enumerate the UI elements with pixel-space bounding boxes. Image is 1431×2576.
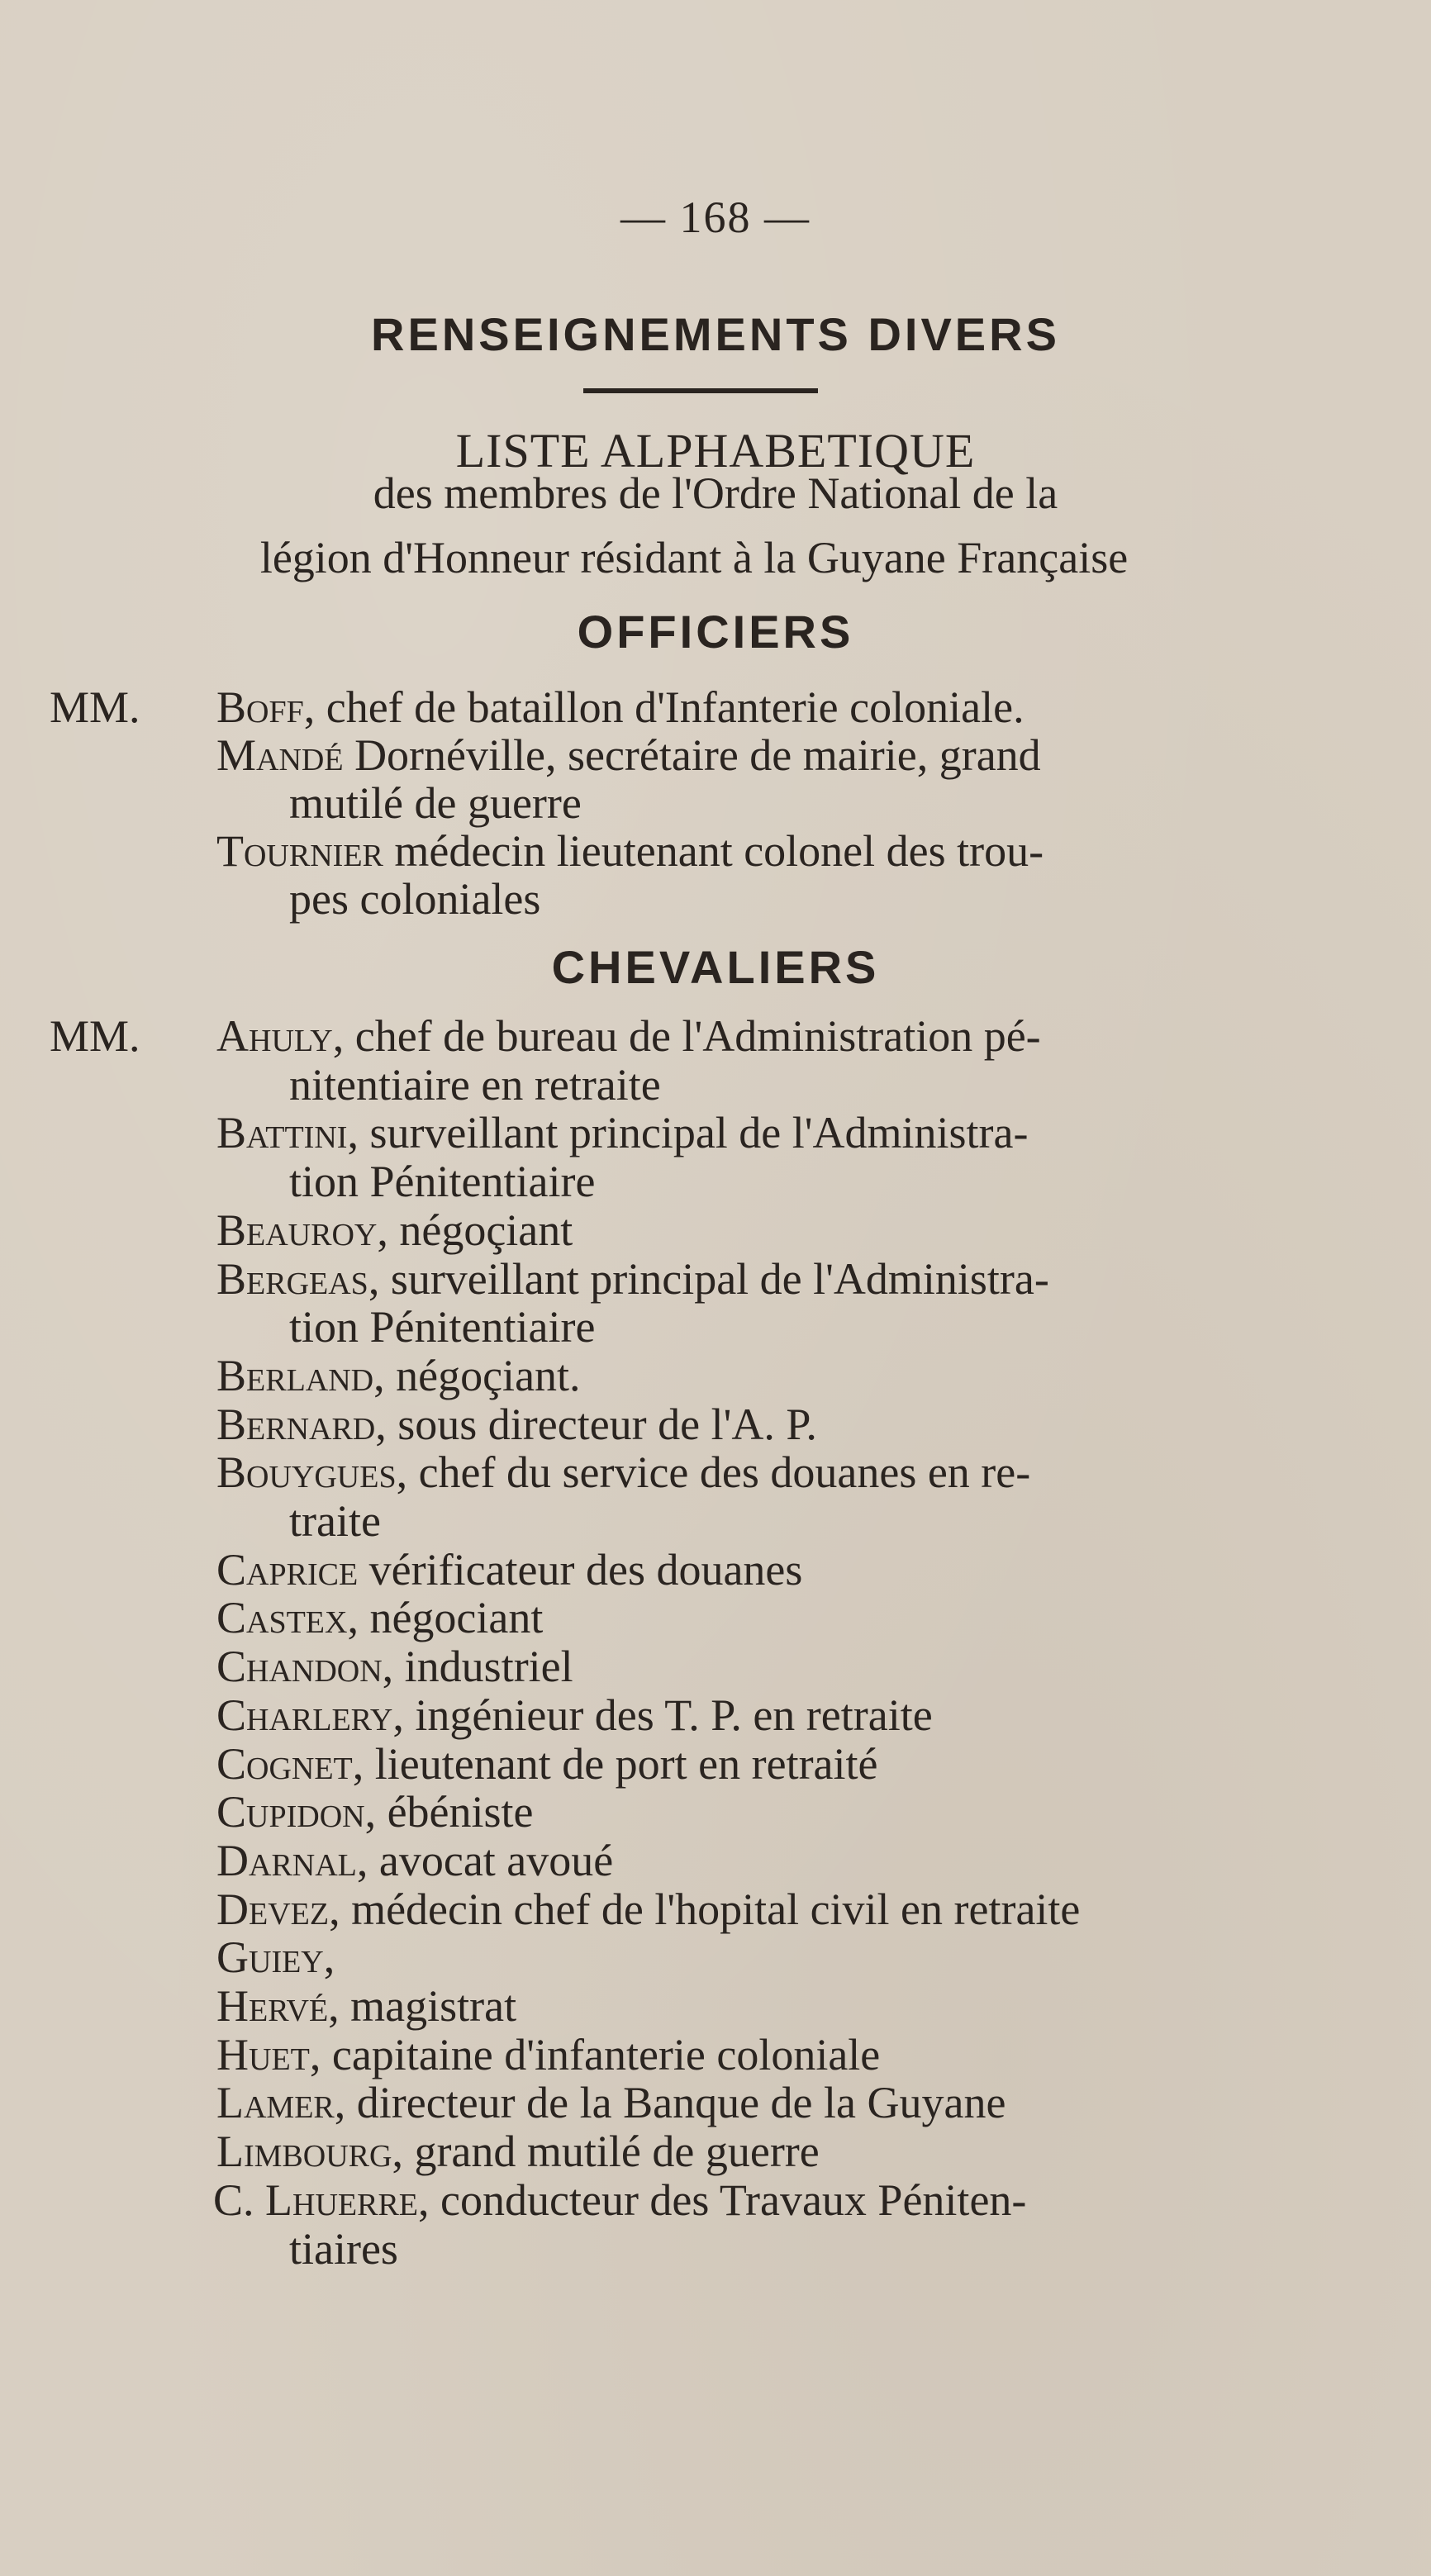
chevaliers-prefix: MM. — [50, 1011, 140, 1061]
list-item — [216, 1545, 802, 1595]
entry-description: , ingénieur des T. P. en retraite — [392, 1690, 933, 1740]
entry-continuation: traite — [289, 1496, 381, 1546]
list-item — [216, 1690, 933, 1740]
list-item — [213, 2175, 1026, 2225]
entry-name: Darnal — [216, 1835, 357, 1885]
list-item — [216, 730, 1041, 780]
entry-description: , négociant — [347, 1593, 544, 1643]
list-item — [216, 2030, 880, 2079]
list-item — [216, 1932, 335, 1982]
officiers-prefix: MM. — [50, 682, 140, 732]
list-item — [216, 1884, 1080, 1934]
officiers-heading: OFFICIERS — [577, 606, 854, 658]
entry-description: , négoçiant. — [373, 1350, 581, 1400]
entry-continuation: pes coloniales — [289, 874, 541, 924]
entry-description: , grand mutilé de guerre — [392, 2127, 820, 2177]
entry-description: , capitaine d'infanterie coloniale — [309, 2029, 881, 2079]
entry-name: Charlery — [216, 1690, 393, 1740]
entry-name: Huet — [216, 2029, 310, 2079]
entry-continuation: nitentiaire en retraite — [289, 1059, 661, 1110]
entry-description: vérificateur des douanes — [358, 1544, 803, 1595]
entry-name: Limbourg — [216, 2127, 392, 2177]
entry-name: Lamer — [216, 2078, 335, 2128]
entry-name: Bernard — [216, 1399, 376, 1449]
entry-name: Castex — [216, 1593, 348, 1643]
entry-description: , magistrat — [328, 1981, 517, 2031]
list-item — [216, 2127, 820, 2176]
entry-continuation: tion Pénitentiaire — [289, 1157, 596, 1207]
entry-description: , négoçiant — [377, 1205, 573, 1255]
entry-name: Berland — [216, 1350, 374, 1400]
entry-name: Tournier — [216, 826, 383, 876]
entry-name: Hervé — [216, 1981, 329, 2031]
subtitle-line-2: légion d'Honneur résidant à la Guyane Française — [259, 533, 1129, 582]
entry-name: Lhuerre — [265, 2174, 419, 2225]
entry-description: , avocat avoué — [356, 1835, 614, 1885]
entry-continuation: tiaires — [289, 2223, 398, 2274]
entry-name: Guiey — [216, 1932, 324, 1983]
entry-description: , sous directeur de l'A. P. — [375, 1399, 817, 1449]
page-number: — 168 — — [620, 192, 811, 242]
entry-name: Ahuly — [216, 1011, 333, 1061]
entry-name: Cognet — [216, 1738, 353, 1789]
list-item — [216, 826, 1044, 876]
entry-name: Beauroy — [216, 1205, 378, 1255]
list-item — [216, 1254, 1049, 1304]
entry-name: Mandé — [216, 730, 344, 780]
list-item — [216, 1205, 573, 1255]
list-item — [216, 682, 1025, 732]
entry-description: , surveillant principal de l'Administra- — [368, 1253, 1049, 1304]
entry-description: , directeur de la Banque de la Guyane — [334, 2078, 1006, 2128]
entry-name: Chandon — [216, 1642, 383, 1692]
entry-name: Bergeas — [216, 1253, 368, 1304]
entry-description: , conducteur des Travaux Péniten- — [418, 2174, 1027, 2225]
list-item — [216, 1108, 1028, 1157]
list-title: LISTE ALPHABETIQUE — [455, 424, 976, 478]
entry-description: , ébéniste — [364, 1787, 534, 1837]
entry-description: , médecin chef de l'hopital civil en retraite — [329, 1884, 1081, 1934]
list-item — [216, 2078, 1006, 2127]
list-item — [216, 1642, 573, 1691]
entry-description: , — [323, 1932, 335, 1983]
list-item — [216, 1836, 613, 1885]
divider-rule — [583, 388, 818, 393]
entry-description: Dornéville, secrétaire de mairie, grand — [343, 730, 1041, 780]
chevaliers-heading: CHEVALIERS — [551, 941, 880, 993]
list-item — [216, 1981, 516, 2031]
entry-name: Bouygues — [216, 1447, 397, 1498]
section-title: RENSEIGNEMENTS DIVERS — [371, 308, 1060, 360]
entry-name: Caprice — [216, 1544, 359, 1595]
entry-name: Cupidon — [216, 1787, 365, 1837]
entry-description: , surveillant principal de l'Administra- — [347, 1108, 1029, 1158]
entry-description: , chef du service des douanes en re- — [396, 1447, 1031, 1498]
list-item — [216, 1787, 534, 1837]
list-item — [216, 1011, 1041, 1061]
list-item — [216, 1739, 878, 1789]
entry-name: Devez — [216, 1884, 330, 1934]
list-item — [216, 1400, 817, 1449]
entry-continuation: mutilé de guerre — [289, 778, 582, 828]
entry-lead: C. — [213, 2174, 266, 2225]
subtitle-line-1: des membres de l'Ordre National de la — [373, 468, 1058, 518]
entry-continuation: tion Pénitentiaire — [289, 1302, 596, 1352]
entry-name: Boff — [216, 682, 304, 732]
entry-description: , chef de bataillon d'Infanterie coloniale. — [303, 682, 1025, 732]
entry-description: , industriel — [382, 1642, 573, 1692]
entry-name: Battini — [216, 1108, 348, 1158]
list-item — [216, 1593, 543, 1642]
entry-description: , chef de bureau de l'Administration pé- — [332, 1011, 1041, 1061]
list-item — [216, 1351, 581, 1400]
entry-description: médecin lieutenant colonel des trou- — [383, 826, 1044, 876]
entry-description: , lieutenant de port en retraité — [352, 1738, 878, 1789]
list-item — [216, 1447, 1030, 1497]
